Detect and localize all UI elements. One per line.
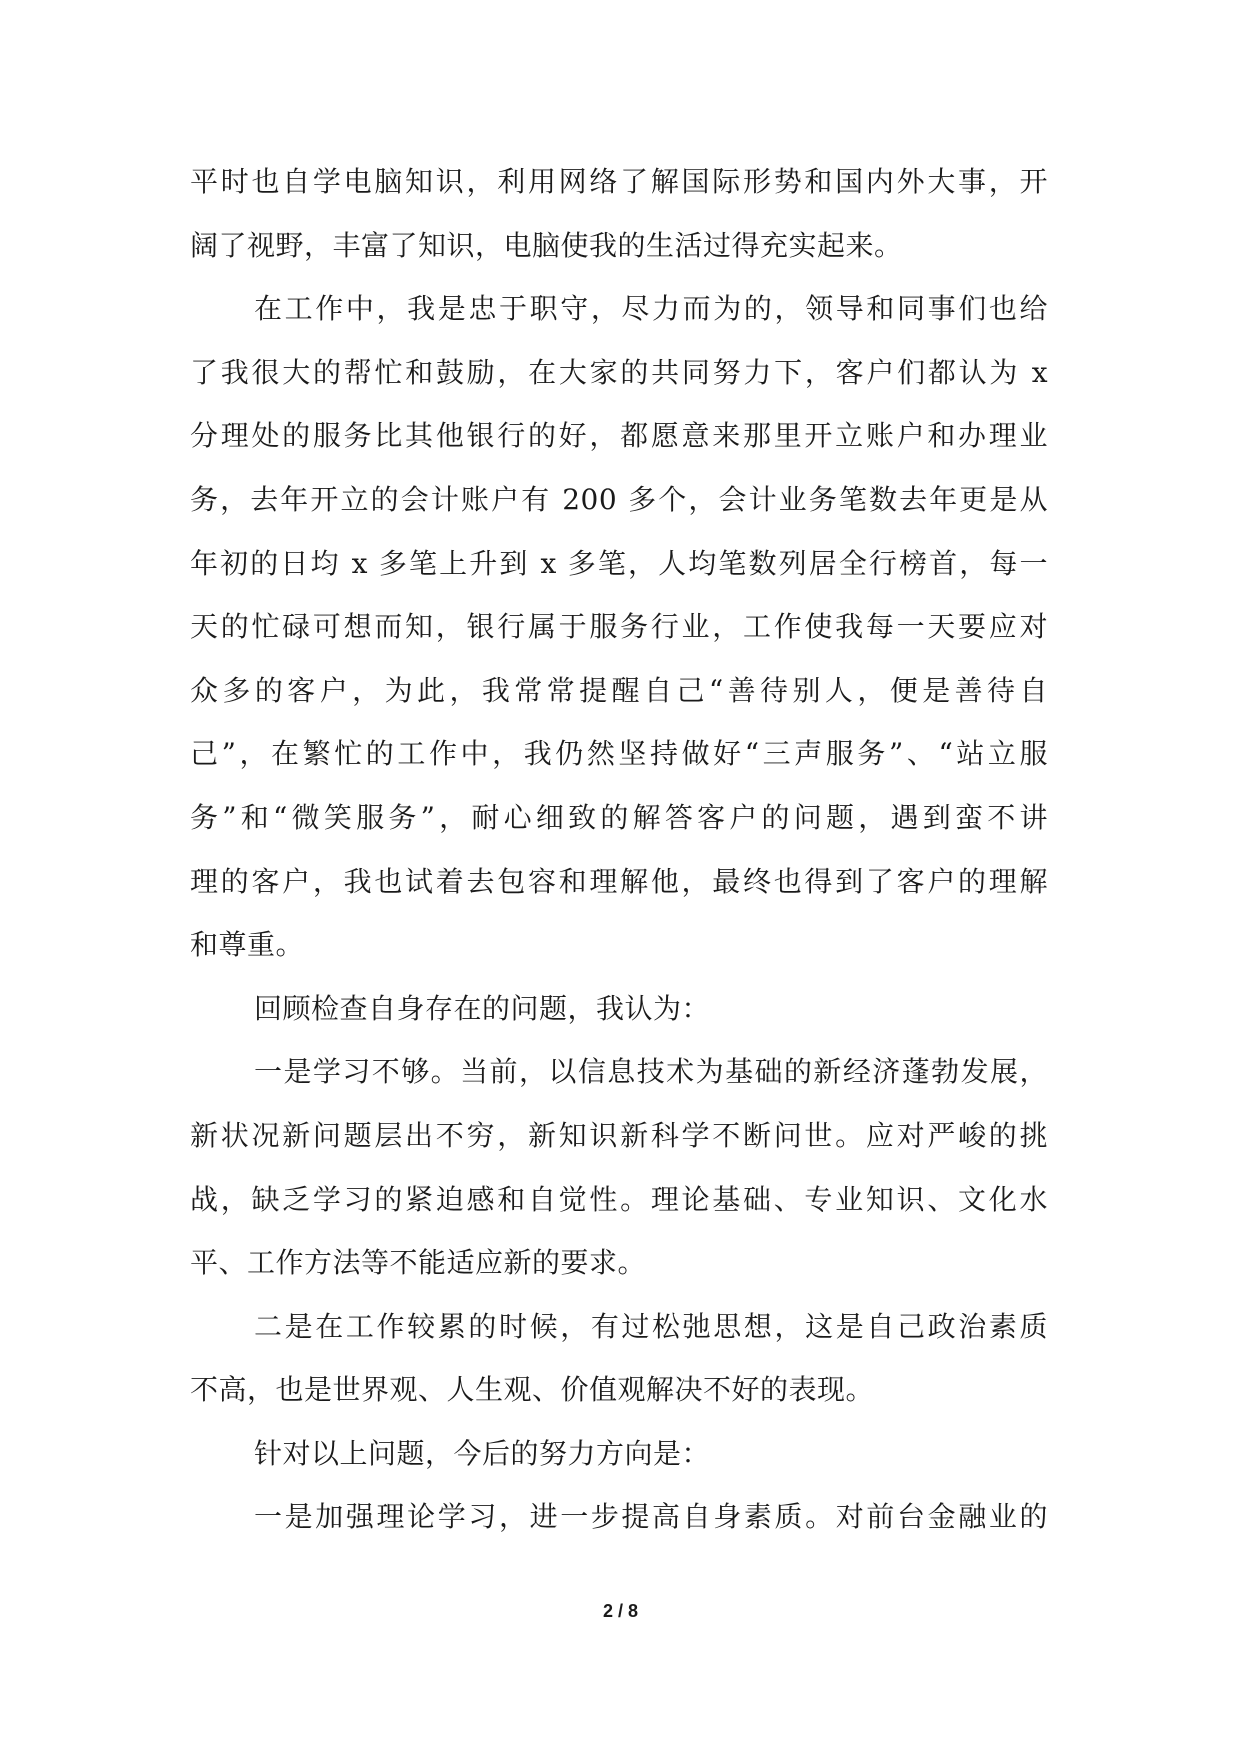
text-line: 理的客户，我也试着去包容和理解他，最终也得到了客户的理解: [190, 864, 1048, 898]
paragraph-start-line: 在工作中，我是忠于职守，尽力而为的，领导和同事们也给: [254, 292, 1048, 326]
paragraph-start-line: 针对以上问题，今后的努力方向是：: [254, 1436, 711, 1470]
document-body: [190, 150, 1048, 1549]
text-line: 和尊重。: [190, 928, 305, 962]
paragraph-start-line: 二是在工作较累的时候，有过松弛思想，这是自己政治素质: [254, 1309, 1048, 1343]
text-line: 天的忙碌可想而知，银行属于服务行业，工作使我每一天要应对: [190, 610, 1048, 644]
text-line: 平、工作方法等不能适应新的要求。: [190, 1246, 647, 1280]
text-line: 阔了视野，丰富了知识，电脑使我的生活过得充实起来。: [190, 228, 903, 262]
text-line: 众多的客户，为此，我常常提醒自己“善待别人，便是善待自: [190, 673, 1048, 707]
text-line: 了我很大的帮忙和鼓励，在大家的共同努力下，客户们都认为 x: [190, 355, 1048, 389]
text-line: 年初的日均 x 多笔上升到 x 多笔，人均笔数列居全行榜首，每一: [190, 546, 1048, 580]
text-line: 平时也自学电脑知识，利用网络了解国际形势和国内外大事，开: [190, 165, 1048, 198]
page-number: 2 / 8: [602, 1601, 639, 1621]
paragraph-start-line: 回顾检查自身存在的问题，我认为：: [254, 991, 711, 1025]
paragraph-start-line: 一是加强理论学习，进一步提高自身素质。对前台金融业的: [254, 1500, 1048, 1534]
paragraph-start-line: 一是学习不够。当前，以信息技术为基础的新经济蓬勃发展，: [254, 1055, 1048, 1089]
text-line: 己”，在繁忙的工作中，我仍然坚持做好“三声服务”、“站立服: [190, 737, 1048, 771]
text-line: 分理处的服务比其他银行的好，都愿意来那里开立账户和办理业: [190, 419, 1048, 453]
text-line: 战，缺乏学习的紧迫感和自觉性。理论基础、专业知识、文化水: [190, 1182, 1048, 1216]
text-line: 务，去年开立的会计账户有 200 多个，会计业务笔数去年更是从: [190, 482, 1048, 516]
text-line: 新状况新问题层出不穷，新知识新科学不断问世。应对严峻的挑: [190, 1118, 1048, 1152]
text-line: 务”和“微笑服务”，耐心细致的解答客户的问题，遇到蛮不讲: [190, 800, 1048, 834]
text-line: 不高，也是世界观、人生观、价值观解决不好的表现。: [190, 1373, 875, 1407]
